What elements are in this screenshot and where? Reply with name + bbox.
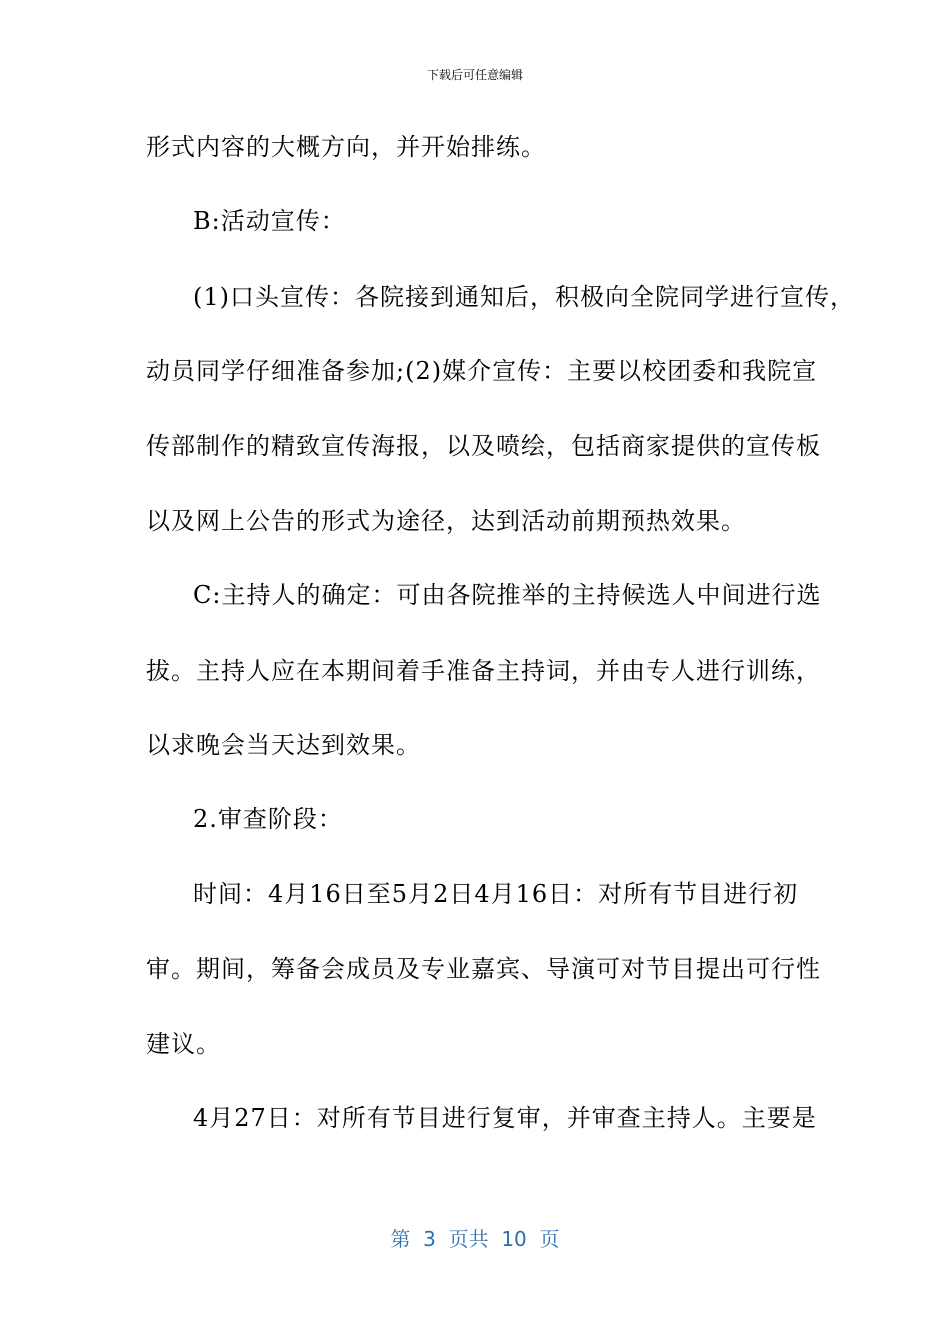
paragraph-line: 建议。: [146, 1030, 221, 1058]
paragraph-line: 传部制作的精致宣传海报，以及喷绘，包括商家提供的宣传板: [146, 432, 821, 460]
paragraph-line: 以及网上公告的形式为途径，达到活动前期预热效果。: [146, 507, 746, 535]
paragraph-line: 形式内容的大概方向，并开始排练。: [146, 133, 546, 161]
paragraph-line: 动员同学仔细准备参加;(2)媒介宣传：主要以校团委和我院宣: [146, 357, 818, 385]
paragraph-line: 拔。主持人应在本期间着手准备主持词，并由专人进行训练，: [146, 657, 821, 685]
paragraph-line: 2.审查阶段：: [193, 805, 343, 833]
paragraph-line: 4月27日：对所有节目进行复审，并审查主持人。主要是: [193, 1104, 817, 1132]
page-header-note: 下载后可任意编辑: [426, 68, 523, 82]
paragraph-line: C:主持人的确定：可由各院推举的主持候选人中间进行选: [193, 581, 822, 609]
paragraph-line: B:活动宣传：: [193, 207, 346, 235]
page-number-footer: 第 3 页共 10 页: [390, 1227, 560, 1251]
paragraph-line: 以求晚会当天达到效果。: [146, 731, 421, 759]
paragraph-line: (1)口头宣传：各院接到通知后，积极向全院同学进行宣传，: [193, 283, 855, 311]
paragraph-line: 审。期间，筹备会成员及专业嘉宾、导演可对节目提出可行性: [146, 955, 821, 983]
paragraph-line: 时间：4月16日至5月2日4月16日：对所有节目进行初: [193, 880, 799, 908]
